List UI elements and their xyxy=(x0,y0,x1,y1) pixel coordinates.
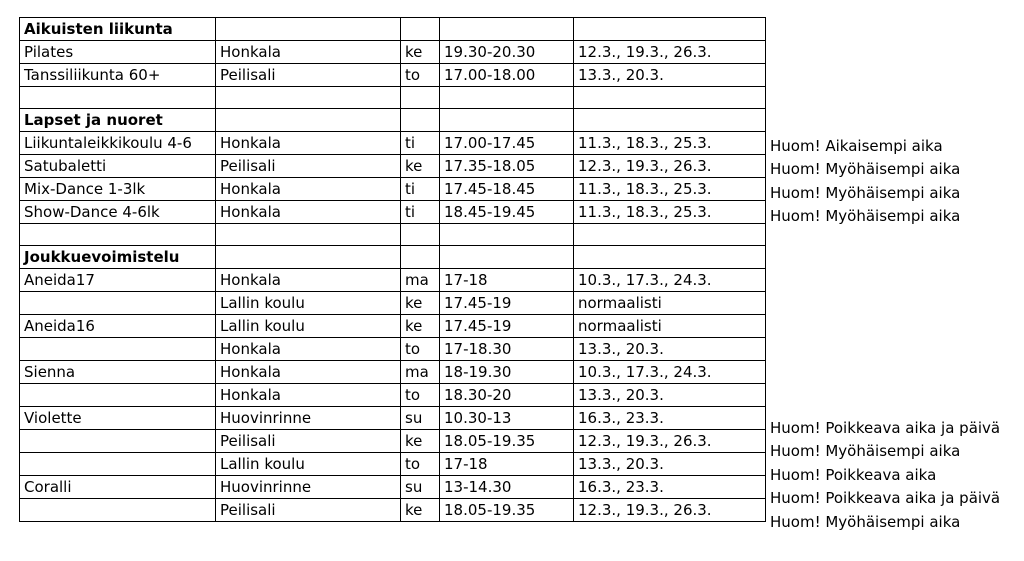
day-cell: ti xyxy=(401,178,440,201)
activity-cell xyxy=(20,292,216,315)
activity-cell: Coralli xyxy=(20,476,216,499)
note-text: Huom! Poikkeava aika ja päivä xyxy=(770,418,1001,437)
note-text xyxy=(770,299,1000,323)
note-text: Huom! Aikaisempi aika xyxy=(770,136,943,155)
time-cell: 17.00-18.00 xyxy=(440,64,574,87)
table-row xyxy=(20,292,766,315)
note-text: Huom! Myöhäisempi aika xyxy=(770,442,961,460)
day-cell: ma xyxy=(401,361,440,384)
dates-cell: 11.3., 18.3., 25.3. xyxy=(574,201,766,224)
dates-cell: normaalisti xyxy=(574,315,766,338)
table-row xyxy=(20,201,766,224)
table-row xyxy=(20,476,766,499)
table-row xyxy=(20,64,766,87)
location-cell: Honkala xyxy=(216,201,401,224)
time-cell: 17-18 xyxy=(440,269,574,292)
note-text: Huom! Myöhäisempi aika xyxy=(770,183,961,202)
dates-cell xyxy=(574,109,766,132)
activity-cell xyxy=(20,453,216,476)
table-row xyxy=(20,41,766,64)
location-cell xyxy=(216,224,401,246)
note-text: Huom! Myöhäisempi aika xyxy=(770,207,961,225)
note-text xyxy=(770,346,1000,370)
note-text: Huom! Myöhäisempi aika xyxy=(770,160,961,178)
location-cell: Honkala xyxy=(216,384,401,407)
time-cell xyxy=(440,224,574,246)
location-cell: Huovinrinne xyxy=(216,476,401,499)
day-cell: ke xyxy=(401,499,440,522)
dates-cell: 10.3., 17.3., 24.3. xyxy=(574,361,766,384)
dates-cell: 12.3., 19.3., 26.3. xyxy=(574,430,766,453)
time-cell xyxy=(440,246,574,269)
location-cell xyxy=(216,18,401,41)
note-text xyxy=(770,276,1000,300)
time-cell: 17.45-18.45 xyxy=(440,178,574,201)
note-text xyxy=(770,252,1000,276)
dates-cell xyxy=(574,87,766,109)
time-cell: 10.30-13 xyxy=(440,407,574,430)
note-text xyxy=(770,41,1000,65)
location-cell: Peilisali xyxy=(216,155,401,178)
time-cell xyxy=(440,18,574,41)
table-row xyxy=(20,178,766,201)
time-cell: 18-19.30 xyxy=(440,361,574,384)
table-row xyxy=(20,430,766,453)
notes-column xyxy=(770,17,1000,534)
table-row xyxy=(20,384,766,407)
day-cell: ke xyxy=(401,41,440,64)
activity-cell xyxy=(20,499,216,522)
day-cell xyxy=(401,224,440,246)
time-cell: 18.05-19.35 xyxy=(440,430,574,453)
note-text xyxy=(770,370,1000,394)
activity-cell: Sienna xyxy=(20,361,216,384)
activity-cell: Aneida17 xyxy=(20,269,216,292)
section-title: Joukkuevoimistelu xyxy=(20,246,216,269)
activity-cell: Aneida16 xyxy=(20,315,216,338)
time-cell xyxy=(440,87,574,109)
table-row xyxy=(20,453,766,476)
dates-cell: 13.3., 20.3. xyxy=(574,338,766,361)
note-text xyxy=(770,323,1000,347)
day-cell: ma xyxy=(401,269,440,292)
activity-cell xyxy=(20,338,216,361)
dates-cell: 16.3., 23.3. xyxy=(574,476,766,499)
dates-cell: normaalisti xyxy=(574,292,766,315)
location-cell: Honkala xyxy=(216,269,401,292)
day-cell: to xyxy=(401,384,440,407)
activity-cell xyxy=(20,384,216,407)
schedule-table-body xyxy=(20,18,766,522)
location-cell: Honkala xyxy=(216,338,401,361)
activity-cell xyxy=(20,87,216,109)
note-text xyxy=(770,393,1000,417)
time-cell: 18.45-19.45 xyxy=(440,201,574,224)
note-text xyxy=(770,229,1000,253)
table-row xyxy=(20,155,766,178)
section-title: Lapset ja nuoret xyxy=(20,109,216,132)
location-cell xyxy=(216,109,401,132)
location-cell: Lallin koulu xyxy=(216,292,401,315)
location-cell xyxy=(216,87,401,109)
table-row xyxy=(20,224,766,246)
dates-cell: 11.3., 18.3., 25.3. xyxy=(574,132,766,155)
table-row xyxy=(20,338,766,361)
time-cell: 19.30-20.30 xyxy=(440,41,574,64)
location-cell: Peilisali xyxy=(216,64,401,87)
dates-cell: 12.3., 19.3., 26.3. xyxy=(574,155,766,178)
location-cell: Honkala xyxy=(216,132,401,155)
day-cell: ke xyxy=(401,315,440,338)
activity-cell: Pilates xyxy=(20,41,216,64)
location-cell: Peilisali xyxy=(216,430,401,453)
table-row xyxy=(20,87,766,109)
time-cell: 18.30-20 xyxy=(440,384,574,407)
note-text xyxy=(770,64,1000,88)
note-text: Huom! Myöhäisempi aika xyxy=(770,512,961,531)
day-cell: to xyxy=(401,64,440,87)
day-cell xyxy=(401,18,440,41)
activity-cell: Violette xyxy=(20,407,216,430)
time-cell: 17.45-19 xyxy=(440,292,574,315)
time-cell: 18.05-19.35 xyxy=(440,499,574,522)
dates-cell xyxy=(574,224,766,246)
time-cell: 17.00-17.45 xyxy=(440,132,574,155)
dates-cell: 12.3., 19.3., 26.3. xyxy=(574,499,766,522)
schedule-table xyxy=(19,17,766,522)
section-title: Aikuisten liikunta xyxy=(20,18,216,41)
activity-cell: Mix-Dance 1-3lk xyxy=(20,178,216,201)
dates-cell: 13.3., 20.3. xyxy=(574,384,766,407)
table-row xyxy=(20,499,766,522)
time-cell xyxy=(440,109,574,132)
dates-cell: 10.3., 17.3., 24.3. xyxy=(574,269,766,292)
day-cell: to xyxy=(401,453,440,476)
dates-cell xyxy=(574,18,766,41)
day-cell: ke xyxy=(401,292,440,315)
day-cell: to xyxy=(401,338,440,361)
day-cell: su xyxy=(401,407,440,430)
section-header-row xyxy=(20,109,766,132)
location-cell: Lallin koulu xyxy=(216,453,401,476)
activity-cell: Tanssiliikunta 60+ xyxy=(20,64,216,87)
activity-cell: Satubaletti xyxy=(20,155,216,178)
activity-cell: Show-Dance 4-6lk xyxy=(20,201,216,224)
table-row xyxy=(20,269,766,292)
table-row xyxy=(20,361,766,384)
time-cell: 17.35-18.05 xyxy=(440,155,574,178)
day-cell: ke xyxy=(401,430,440,453)
table-row xyxy=(20,315,766,338)
location-cell: Huovinrinne xyxy=(216,407,401,430)
activity-cell xyxy=(20,224,216,246)
dates-cell: 13.3., 20.3. xyxy=(574,64,766,87)
day-cell: ti xyxy=(401,132,440,155)
dates-cell: 16.3., 23.3. xyxy=(574,407,766,430)
dates-cell: 11.3., 18.3., 25.3. xyxy=(574,178,766,201)
table-row xyxy=(20,132,766,155)
location-cell: Honkala xyxy=(216,361,401,384)
table-row xyxy=(20,407,766,430)
day-cell: ti xyxy=(401,201,440,224)
location-cell xyxy=(216,246,401,269)
day-cell xyxy=(401,87,440,109)
note-text xyxy=(770,88,1000,112)
note-text: Huom! Poikkeava aika ja päivä xyxy=(770,489,1001,507)
day-cell: su xyxy=(401,476,440,499)
location-cell: Lallin koulu xyxy=(216,315,401,338)
activity-cell xyxy=(20,430,216,453)
location-cell: Peilisali xyxy=(216,499,401,522)
section-header-row xyxy=(20,18,766,41)
note-text xyxy=(770,17,1000,41)
activity-cell: Liikuntaleikkikoulu 4-6 xyxy=(20,132,216,155)
note-text: Huom! Poikkeava aika xyxy=(770,465,937,484)
note-text xyxy=(770,111,1000,135)
day-cell: ke xyxy=(401,155,440,178)
dates-cell: 13.3., 20.3. xyxy=(574,453,766,476)
time-cell: 13-14.30 xyxy=(440,476,574,499)
day-cell xyxy=(401,246,440,269)
day-cell xyxy=(401,109,440,132)
section-header-row xyxy=(20,246,766,269)
time-cell: 17.45-19 xyxy=(440,315,574,338)
dates-cell xyxy=(574,246,766,269)
dates-cell: 12.3., 19.3., 26.3. xyxy=(574,41,766,64)
time-cell: 17-18 xyxy=(440,453,574,476)
time-cell: 17-18.30 xyxy=(440,338,574,361)
location-cell: Honkala xyxy=(216,178,401,201)
location-cell: Honkala xyxy=(216,41,401,64)
